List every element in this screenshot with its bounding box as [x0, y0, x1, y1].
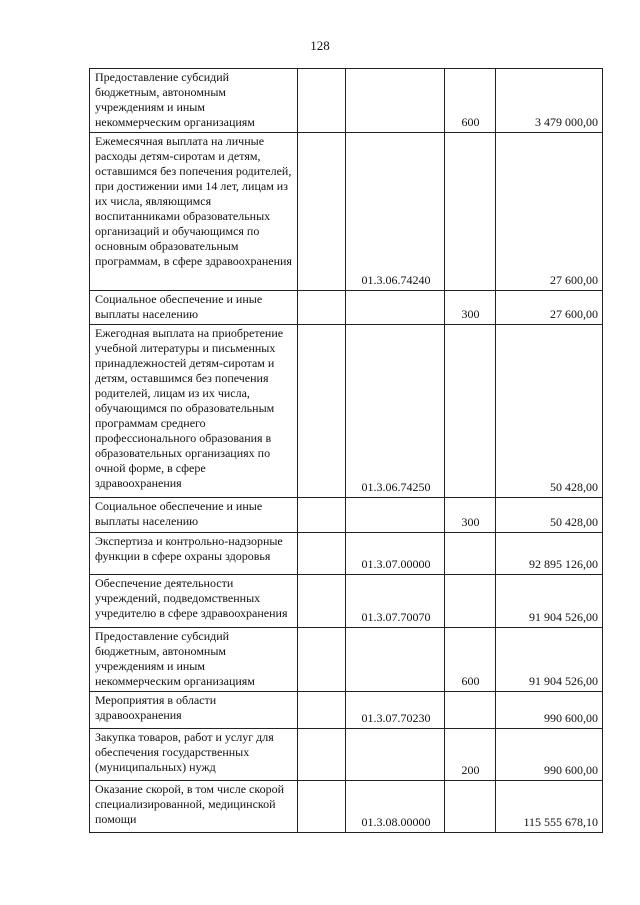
cell-type [445, 133, 496, 291]
cell-name: Ежемесячная выплата на личные расходы детям-сиротам и детям, оставшимся без попечения родителей, при достижении ими 14 лет, лицам из их числа, являющимся воспитанниками образовательных организаций и обучающимся по основным образовательным программам, в сфере здравоохранения [90, 133, 298, 291]
table-row [90, 692, 603, 729]
cell-amount: 91 904 526,00 [496, 628, 603, 692]
table-row [90, 133, 603, 291]
cell-code [346, 291, 445, 325]
cell-type [445, 575, 496, 628]
cell-type [445, 692, 496, 729]
cell-code: 01.3.06.74240 [346, 133, 445, 291]
cell-amount: 50 428,00 [496, 498, 603, 533]
cell-empty [298, 325, 346, 498]
table-row [90, 533, 603, 575]
table-row [90, 291, 603, 325]
cell-amount: 3 479 000,00 [496, 69, 603, 133]
cell-empty [298, 729, 346, 781]
table-row [90, 325, 603, 498]
cell-amount: 50 428,00 [496, 325, 603, 498]
cell-empty [298, 533, 346, 575]
budget-table-body [90, 69, 603, 833]
cell-amount: 990 600,00 [496, 729, 603, 781]
cell-type: 300 [445, 498, 496, 533]
table-row [90, 729, 603, 781]
cell-code: 01.3.07.70230 [346, 692, 445, 729]
cell-name: Ежегодная выплата на приобретение учебной литературы и письменных принадлежностей детям-сиротам и детям, оставшимся без попечения родителей, лицам из их числа, обучающимся по образовательным программам среднего профессионального образования в образовательных организациях по очной форме, в сфере здравоохранения [90, 325, 298, 498]
cell-empty [298, 133, 346, 291]
cell-name: Оказание скорой, в том числе скорой специализированной, медицинской помощи [90, 781, 298, 833]
cell-name: Обеспечение деятельности учреждений, подведомственных учредителю в сфере здравоохранения [90, 575, 298, 628]
cell-name: Мероприятия в области здравоохранения [90, 692, 298, 729]
cell-amount: 115 555 678,10 [496, 781, 603, 833]
table-row [90, 781, 603, 833]
cell-empty [298, 69, 346, 133]
cell-name: Предоставление субсидий бюджетным, автономным учреждениям и иным некоммерческим организациям [90, 69, 298, 133]
cell-name: Социальное обеспечение и иные выплаты населению [90, 291, 298, 325]
cell-code [346, 69, 445, 133]
cell-code [346, 729, 445, 781]
cell-name: Социальное обеспечение и иные выплаты населению [90, 498, 298, 533]
cell-name: Предоставление субсидий бюджетным, автономным учреждениям и иным некоммерческим организациям [90, 628, 298, 692]
cell-amount: 990 600,00 [496, 692, 603, 729]
cell-type [445, 781, 496, 833]
cell-code: 01.3.07.00000 [346, 533, 445, 575]
cell-empty [298, 575, 346, 628]
cell-amount: 92 895 126,00 [496, 533, 603, 575]
page-number: 128 [310, 38, 330, 53]
cell-amount: 27 600,00 [496, 291, 603, 325]
cell-code: 01.3.08.00000 [346, 781, 445, 833]
cell-empty [298, 781, 346, 833]
budget-table [89, 68, 603, 833]
cell-type [445, 533, 496, 575]
cell-code [346, 498, 445, 533]
cell-type [445, 325, 496, 498]
table-row [90, 575, 603, 628]
cell-name: Закупка товаров, работ и услуг для обеспечения государственных (муниципальных) нужд [90, 729, 298, 781]
cell-code: 01.3.06.74250 [346, 325, 445, 498]
cell-amount: 27 600,00 [496, 133, 603, 291]
cell-code [346, 628, 445, 692]
cell-code: 01.3.07.70070 [346, 575, 445, 628]
cell-empty [298, 498, 346, 533]
cell-type: 200 [445, 729, 496, 781]
cell-type: 300 [445, 291, 496, 325]
cell-amount: 91 904 526,00 [496, 575, 603, 628]
cell-type: 600 [445, 69, 496, 133]
cell-name: Экспертиза и контрольно-надзорные функции в сфере охраны здоровья [90, 533, 298, 575]
cell-empty [298, 628, 346, 692]
table-row [90, 498, 603, 533]
table-row [90, 69, 603, 133]
table-row [90, 628, 603, 692]
cell-type: 600 [445, 628, 496, 692]
cell-empty [298, 291, 346, 325]
cell-empty [298, 692, 346, 729]
